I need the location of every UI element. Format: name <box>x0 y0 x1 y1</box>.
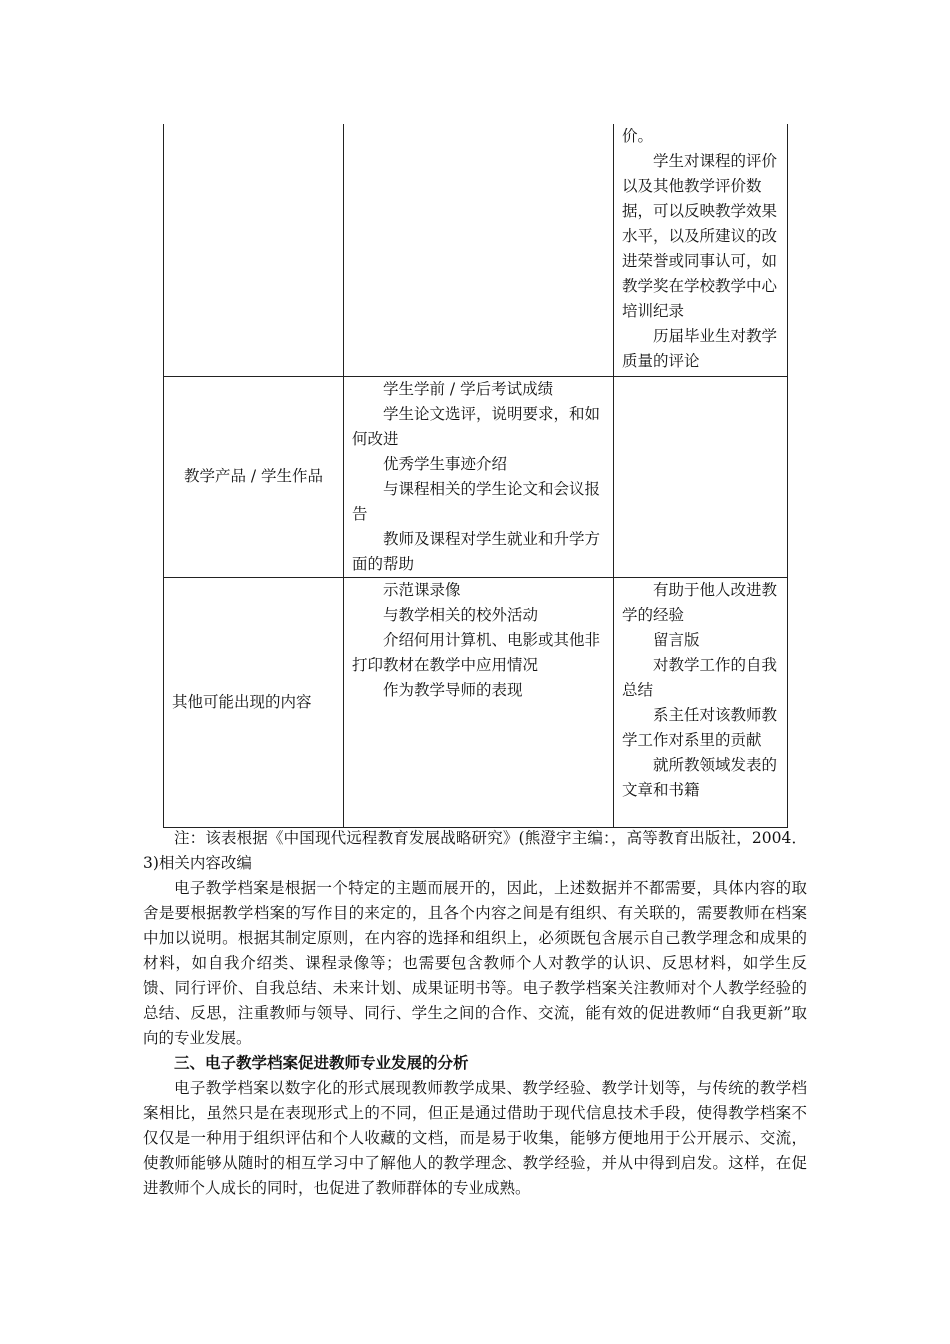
table-row <box>164 124 788 376</box>
cell-text: 与教学相关的校外活动 <box>383 605 539 624</box>
body-paragraph: 电子教学档案是根据一个特定的主题而展开的，因此，上述数据并不都需要，具体内容的取舍是要根据教学档案的写作目的来定的，且各个内容之间是有组织、有关联的，需要教师在档案中加以说明。根据其制定原则，在内容的选择和组织上，必须既包含展示自己教学理念和成果的材料，如自我介绍类、课程录像等；也需要包含教师个人对教学的认识、反思材料，如学生反馈、同行评价、自我总结、未来计划、成果证明书等。电子教学档案关注教师对个人教学经验的总结、反思，注重教师与领导、同行、学生之间的合作、交流，能有效的促进教师“自我更新”取向的专业发展。 <box>143 879 807 1047</box>
table-cell <box>164 124 344 376</box>
cell-text: 有助于他人改进教学的经验 <box>622 580 778 624</box>
table-row <box>164 577 788 827</box>
table-cell <box>344 577 614 827</box>
cell-text: 就所教领域发表的文章和书籍 <box>622 755 778 799</box>
row-header: 教学产品 / 学生作品 <box>164 376 344 577</box>
cell-text: 作为教学导师的表现 <box>383 680 523 699</box>
table-cell <box>614 376 788 577</box>
row-header: 其他可能出现的内容 <box>164 577 344 827</box>
cell-text: 优秀学生事迹介绍 <box>383 454 508 473</box>
section-heading: 三、电子教学档案促进教师专业发展的分析 <box>174 1054 469 1072</box>
cell-text: 示范课录像 <box>383 580 461 599</box>
cell-text: 历届毕业生对教学质量的评论 <box>622 327 778 370</box>
table-cell <box>344 376 614 577</box>
cell-text: 留言版 <box>653 630 700 649</box>
cell-text: 教师及课程对学生就业和升学方面的帮助 <box>352 529 601 573</box>
content-table <box>163 124 788 828</box>
table-cell <box>614 124 788 376</box>
body-paragraph: 电子教学档案以数字化的形式展现教师教学成果、教学经验、教学计划等，与传统的教学档案相比，虽然只是在表现形式上的不同，但正是通过借助于现代信息技术手段，使得教学档案不仅仅是一种用于组织评估和个人收藏的文档，而是易于收集，能够方便地用于公开展示、交流，使教师能够从随时的相互学习中了解他人的教学理念、教学经验，并从中得到启发。这样，在促进教师个人成长的同时，也促进了教师群体的专业成熟。 <box>143 1079 807 1197</box>
table-cell <box>614 577 788 827</box>
cell-text: 学生对课程的评价以及其他教学评价数据，可以反映教学效果水平，以及所建议的改进荣誉或同事认可，如教学奖在学校教学中心培训纪录 <box>622 152 778 320</box>
table-cell <box>344 124 614 376</box>
cell-text: 对教学工作的自我总结 <box>622 655 778 699</box>
cell-text: 学生论文选评，说明要求，和如何改进 <box>352 404 601 448</box>
table-note: 注：该表根据《中国现代远程教育发展战略研究》(熊澄宇主编：，高等教育出版社，2004．3)相关内容改编 <box>143 829 807 872</box>
cell-text: 介绍何用计算机、电影或其他非打印教材在教学中应用情况 <box>352 630 601 674</box>
table-row <box>164 376 788 577</box>
cell-text: 价。 <box>622 127 654 145</box>
cell-text: 系主任对该教师教学工作对系里的贡献 <box>622 705 778 749</box>
cell-text: 与课程相关的学生论文和会议报告 <box>352 479 601 523</box>
cell-text: 学生学前 / 学后考试成绩 <box>383 379 554 398</box>
